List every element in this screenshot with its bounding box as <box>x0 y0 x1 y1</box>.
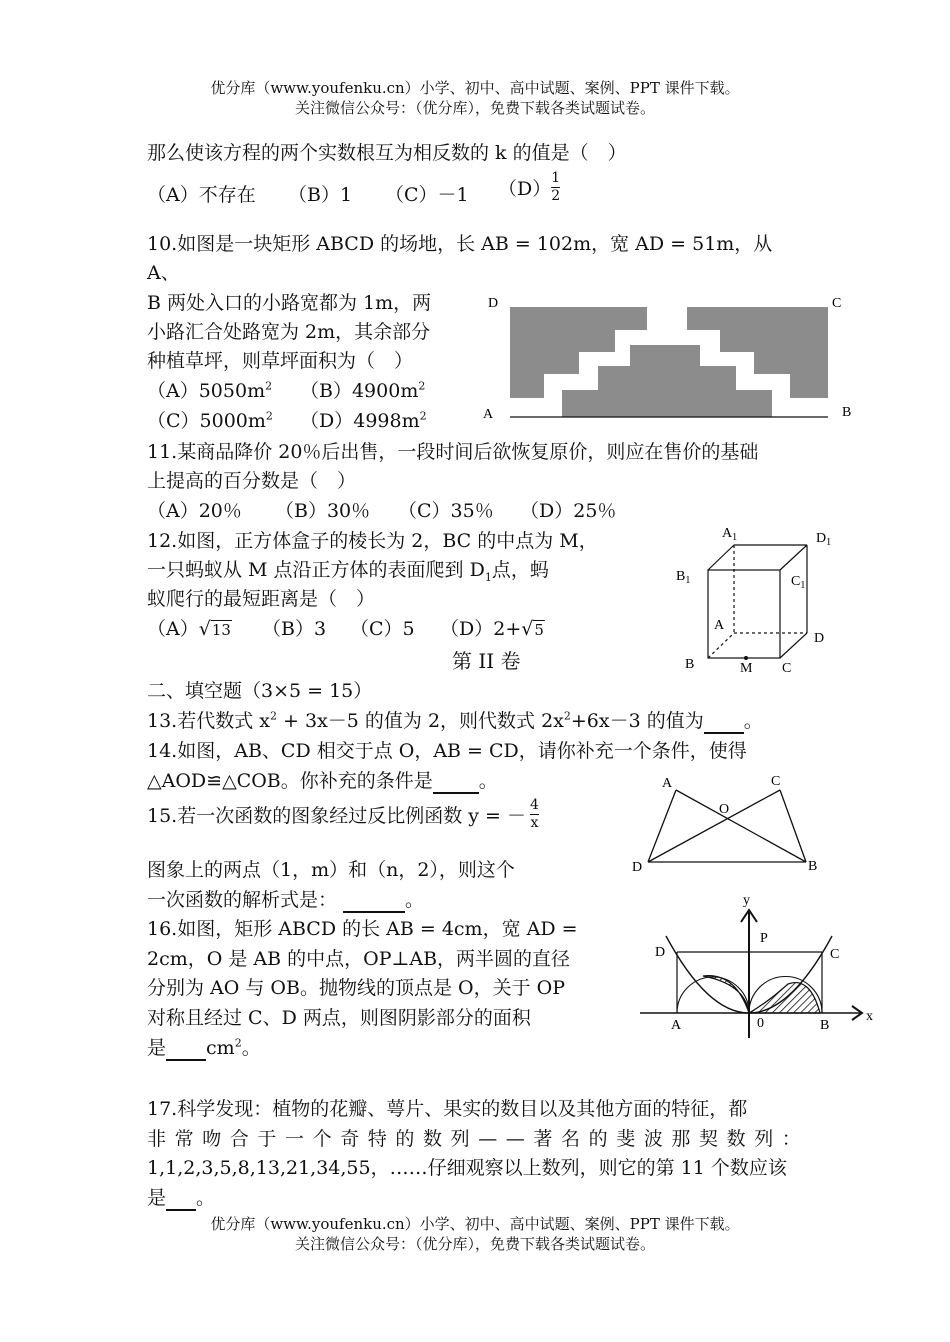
q13-end: 。 <box>743 710 763 732</box>
q10-option-b <box>300 376 425 403</box>
q13 <box>147 706 763 734</box>
q12-cube-figure <box>670 515 850 680</box>
q10-label-c: C <box>832 296 842 311</box>
q12-label-a1: $A_1$ <box>722 526 738 543</box>
q12-line-3: 蚁爬行的最短距离是（ ） <box>147 588 376 610</box>
q10-line-1: 10.如图是一块矩形 ABCD 的场地，长 AB = 102m，宽 AD = 51m，从 <box>147 233 773 255</box>
q10-option-b-sup: 2 <box>418 379 426 393</box>
q17-line-2: 非常吻合于一个奇特的数列——著名的斐波那契数列： <box>147 1128 810 1150</box>
q16-line-5-text: 是 <box>147 1037 167 1059</box>
q12-option-d-text: （D）2+ <box>440 618 522 640</box>
q10-option-d-sup: 2 <box>419 409 427 423</box>
q13-sup-1: 2 <box>269 709 277 723</box>
q9-stem: 那么使该方程的两个实数根互为相反数的 k 的值是（ ） <box>147 142 627 164</box>
q10-option-c <box>147 406 273 433</box>
q13-part-c: +6x－3 的值为 <box>570 710 704 732</box>
q11-option-b: （B）30％ <box>275 500 371 522</box>
q15-line-1 <box>147 797 539 832</box>
q9-option-b: （B）1 <box>288 184 353 206</box>
q13-answer-blank[interactable] <box>704 710 744 734</box>
q12-label-b1: $B_1$ <box>676 569 691 586</box>
q12-line-2-sub: 1 <box>484 570 492 584</box>
q12-point-m <box>744 656 748 660</box>
q10-option-b-text: （B）4900m <box>300 380 419 402</box>
q16-answer-blank[interactable] <box>166 1037 206 1061</box>
q12-option-a-text: （A） <box>147 618 199 640</box>
q16-label-p: P <box>760 931 768 946</box>
q17-line-3: 1,1,2,3,5,8,13,21,34,55，……仔细观察以上数列，则它的第 11 个数应该 <box>147 1157 787 1179</box>
q15-fraction-den: x <box>530 815 539 831</box>
q9-fraction-num: 1 <box>551 170 561 186</box>
q15-line-3 <box>147 885 424 913</box>
q12-line-1: 12.如图，正方体盒子的棱长为 2，BC 的中点为 M， <box>147 530 598 552</box>
q16-line-2: 2cm，O 是 AB 的中点，OP⊥AB，两半圆的直径 <box>147 948 571 970</box>
q10-option-d-text: （D）4998m <box>300 410 420 432</box>
q16-label-c: C <box>830 947 840 962</box>
q10-option-c-text: （C）5000m <box>147 410 266 432</box>
q14-line-2-text: △AOD≌△COB。你补充的条件是 <box>147 770 433 792</box>
q15-line-1-text: 15.若一次函数的图象经过反比例函数 y = － <box>147 805 526 827</box>
q16-label-y: y <box>743 893 750 908</box>
q15-answer-blank[interactable] <box>343 889 405 913</box>
q14-line-2 <box>147 766 498 794</box>
q10-label-b: B <box>842 405 852 420</box>
q12-label-a: A <box>714 618 725 633</box>
q12-option-a-radicand: 13 <box>211 621 231 639</box>
q10-line-4: 种植草坪，则草坪面积为（ ） <box>147 350 414 372</box>
q15-fraction-num: 4 <box>530 797 539 813</box>
q16-label-a: A <box>671 1018 682 1033</box>
q12-option-b: （B）3 <box>262 618 327 640</box>
q16-figure <box>640 890 880 1040</box>
q12-option-d-radicand: 5 <box>534 621 544 639</box>
q10-line-3: 小路汇合处路宽为 2m，其余部分 <box>147 321 431 343</box>
q16-line-5 <box>147 1033 261 1061</box>
q10-line-1b: A、 <box>147 262 180 284</box>
header-line-1: 优分库（www.youfenku.cn）小学、初中、高中试题、案例、PPT 课件下载。 <box>210 79 740 97</box>
q16-label-b: B <box>820 1018 830 1033</box>
q14-answer-blank[interactable] <box>433 770 479 794</box>
section-2-title: 第 II 卷 <box>452 649 521 673</box>
q12-option-c: （C）5 <box>350 618 415 640</box>
q9-fraction <box>551 170 560 205</box>
q15-line-2: 图象上的两点（1，m）和（n，2），则这个 <box>147 859 515 881</box>
q9-fraction-den: 2 <box>551 188 561 204</box>
q14-line-1: 14.如图，AB、CD 相交于点 O，AB = CD，请你补充一个条件，使得 <box>147 740 747 762</box>
q12-label-c1: $C_1$ <box>791 574 806 591</box>
q17-end: 。 <box>196 1187 216 1209</box>
q12-label-c: C <box>782 661 792 676</box>
q9-option-d <box>498 170 560 205</box>
q12-label-b: B <box>685 657 695 672</box>
q10-label-a: A <box>483 407 494 422</box>
q12-label-d: D <box>814 631 825 646</box>
q9-option-a: （A）不存在 <box>147 184 256 206</box>
q15-line-3-text: 一次函数的解析式是： <box>147 889 338 911</box>
q12-line-2-text: 一只蚂蚁从 M 点沿正方体的表面爬到 D <box>147 559 485 581</box>
q14-end: 。 <box>478 770 498 792</box>
q16-line-3: 分别为 AO 与 OB。抛物线的顶点是 O，关于 OP <box>147 977 565 999</box>
q13-part-b: + 3x－5 的值为 2，则代数式 2x <box>276 710 564 732</box>
q11-option-c: （C）35％ <box>398 500 494 522</box>
q14-figure <box>628 770 828 875</box>
q16-unit-sup: 2 <box>234 1036 242 1050</box>
q11-line-1: 11.某商品降价 20％后出售，一段时间后欲恢复原价，则应在售价的基础 <box>147 441 759 463</box>
q17-line-1: 17.科学发现：植物的花瓣、萼片、果实的数目以及其他方面的特征，都 <box>147 1098 748 1120</box>
q10-option-a-sup: 2 <box>265 379 273 393</box>
q17-line-4 <box>147 1183 215 1211</box>
q10-option-a-text: （A）5050m <box>147 380 266 402</box>
q12-line-2-end: 点，蚂 <box>491 559 549 581</box>
q12-line-2 <box>147 555 549 584</box>
q10-label-d: D <box>488 296 499 311</box>
q12-option-d: （D）2+√5 <box>440 618 544 640</box>
footer-line-2: 关注微信公众号：（优分库），免费下载各类试题试卷。 <box>294 1235 655 1253</box>
q17-line-4-text: 是 <box>147 1187 167 1209</box>
q12-option-a: （A）√13 <box>147 618 231 640</box>
q13-sup-2: 2 <box>563 709 571 723</box>
q9-option-c: （C）－1 <box>385 184 469 206</box>
q14-label-c: C <box>771 774 781 789</box>
q14-label-b: B <box>808 859 818 874</box>
q12-label-m: M <box>740 661 753 676</box>
q10-field-figure <box>480 290 860 425</box>
q11-line-2: 上提高的百分数是（ ） <box>147 470 357 492</box>
header-line-2: 关注微信公众号：（优分库），免费下载各类试题试卷。 <box>294 99 655 117</box>
q17-answer-blank[interactable] <box>166 1187 196 1211</box>
q16-label-x: x <box>866 1009 873 1024</box>
q16-end: 。 <box>241 1037 261 1059</box>
q13-part-a: 13.若代数式 x <box>147 710 270 732</box>
q11-option-d: （D）25％ <box>520 500 617 522</box>
q12-label-d1: $D_1$ <box>816 531 832 548</box>
section-2-heading: 二、填空题（3×5 = 15） <box>147 680 373 702</box>
q10-line-2: B 两处入口的小路宽都为 1m，两 <box>147 292 432 314</box>
q11-option-a: （A）20％ <box>147 500 242 522</box>
q16-label-o: 0 <box>757 1016 764 1031</box>
q9-option-d-prefix: （D） <box>498 178 552 200</box>
q10-option-c-sup: 2 <box>265 409 273 423</box>
q16-line-4: 对称且经过 C、D 两点，则图阴影部分的面积 <box>147 1007 531 1029</box>
q10-option-a <box>147 376 272 403</box>
q14-label-a: A <box>662 776 673 791</box>
q14-label-d: D <box>632 860 643 875</box>
footer-line-1: 优分库（www.youfenku.cn）小学、初中、高中试题、案例、PPT 课件下载。 <box>210 1215 740 1233</box>
q15-end: 。 <box>405 889 425 911</box>
q16-label-d: D <box>655 945 666 960</box>
q15-fraction <box>530 797 539 832</box>
q14-label-o: O <box>719 802 730 817</box>
q16-line-1: 16.如图，矩形 ABCD 的长 AB = 4cm，宽 AD = <box>147 918 578 940</box>
q16-unit: cm <box>206 1037 235 1059</box>
q10-option-d <box>300 406 427 433</box>
